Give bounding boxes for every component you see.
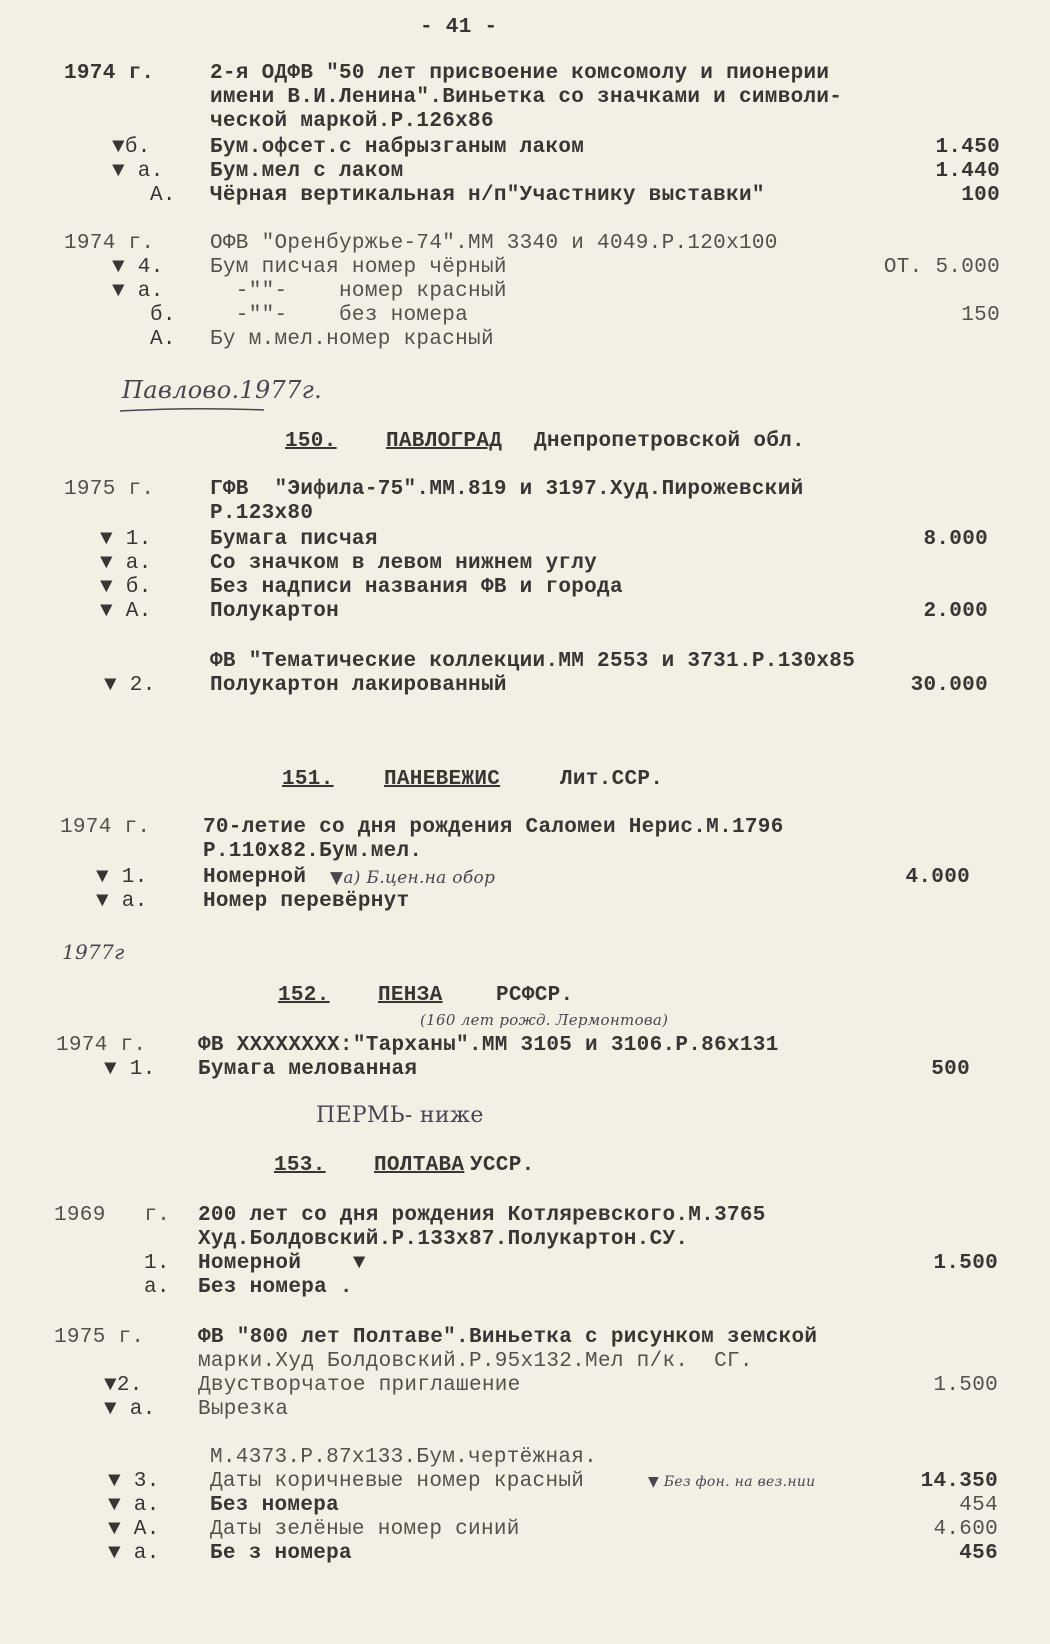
- section-number: 151.: [282, 768, 334, 791]
- section-region: УССР.: [470, 1154, 535, 1177]
- item-mark: ▼ 1.: [96, 866, 148, 889]
- item-text: Бу м.мел.номер красный: [210, 328, 494, 351]
- item-mark: ▼ а.: [112, 160, 164, 183]
- entry-description: марки.Худ Болдовский.Р.95х132.Мел п/к. СГ.: [198, 1350, 753, 1373]
- section-city: ПОЛТАВА: [374, 1154, 465, 1177]
- item-text: Даты коричневые номер красный: [210, 1470, 585, 1493]
- section-number: 152.: [278, 984, 330, 1007]
- item-mark: ▼ а.: [104, 1398, 156, 1421]
- year: 1974 г.: [60, 816, 151, 839]
- item-quantity: ОТ. 5.000: [883, 256, 1000, 279]
- year: 1974 г.: [56, 1034, 147, 1057]
- entry-description: Худ.Болдовский.Р.133х87.Полукартон.СУ.: [198, 1228, 689, 1251]
- entry-description: ческой маркой.Р.126х86: [210, 110, 494, 133]
- page-number: - 41 -: [420, 16, 498, 39]
- item-quantity: 500: [931, 1058, 970, 1081]
- item-mark: ▼2.: [104, 1374, 143, 1397]
- item-mark: А.: [150, 184, 176, 207]
- item-quantity: 4.000: [905, 866, 970, 889]
- item-quantity: 1.440: [935, 160, 1000, 183]
- item-quantity: 30.000: [910, 674, 988, 697]
- item-quantity: 8.000: [923, 528, 988, 551]
- item-mark: ▼ б.: [100, 576, 152, 599]
- section-city: ПЕНЗА: [378, 984, 443, 1007]
- handwritten-note: Павлово.1977г.: [122, 376, 323, 404]
- year: 1975 г.: [64, 478, 155, 501]
- item-quantity: 150: [961, 304, 1000, 327]
- item-text: Без номера: [210, 1494, 340, 1517]
- item-quantity: 100: [961, 184, 1000, 207]
- item-text: Номерной ▼: [198, 1252, 366, 1275]
- section-city: ПАНЕВЕЖИС: [384, 768, 501, 791]
- year: 1975 г.: [54, 1326, 145, 1349]
- handwritten-note: ▼а) Б.цен.на обор: [330, 868, 496, 888]
- item-quantity: 1.500: [933, 1374, 998, 1397]
- item-mark: ▼ А.: [108, 1518, 160, 1541]
- entry-description: Р.123х80: [210, 502, 314, 525]
- item-quantity: 1.500: [933, 1252, 998, 1275]
- year: 1974 г.: [64, 62, 155, 85]
- item-text: Бе з номера: [210, 1542, 352, 1565]
- item-mark: ▼ а.: [108, 1542, 160, 1565]
- item-text: Бум.мел с лаком: [210, 160, 404, 183]
- item-text: -""- номер красный: [210, 280, 507, 303]
- entry-description: 2-я ОДФВ "50 лет присвоение комсомолу и пионерии: [210, 62, 830, 85]
- entry-description: ФВ "Тематические коллекции.ММ 2553 и 3731.Р.130х85: [210, 650, 856, 673]
- item-mark: 1.: [144, 1252, 170, 1275]
- section-region: Лит.ССР.: [560, 768, 664, 791]
- item-text: Бум.офсет.с набрызганым лаком: [210, 136, 585, 159]
- section-region: РСФСР.: [496, 984, 574, 1007]
- item-mark: ▼ а.: [108, 1494, 160, 1517]
- item-text: Полукартон: [210, 600, 340, 623]
- item-quantity: 2.000: [923, 600, 988, 623]
- handwritten-note: (160 лет рожд. Лермонтова): [420, 1011, 669, 1029]
- entry-description: ФВ ХХХХХХХХ:"Тарханы".ММ 3105 и 3106.Р.86х131: [198, 1034, 779, 1057]
- entry-description: ОФВ "Оренбуржье-74".ММ 3340 и 4049.Р.120х100: [210, 232, 778, 255]
- section-region: Днепропетровской обл.: [534, 430, 805, 453]
- handwritten-underline: [118, 406, 268, 414]
- item-text: Даты зелёные номер синий: [210, 1518, 520, 1541]
- entry-description: ФВ "800 лет Полтаве".Виньетка с рисунком земской: [198, 1326, 818, 1349]
- handwritten-note: 1977г: [62, 940, 125, 964]
- entry-description: 70-летие со дня рождения Саломеи Нерис.М.1796: [203, 816, 784, 839]
- item-text: Бум писчая номер чёрный: [210, 256, 507, 279]
- item-text: Вырезка: [198, 1398, 289, 1421]
- item-quantity: 4.600: [933, 1518, 998, 1541]
- item-mark: ▼б.: [112, 136, 151, 159]
- item-text: Без номера .: [198, 1276, 353, 1299]
- section-number: 153.: [274, 1154, 326, 1177]
- year: 1969 г.: [54, 1204, 171, 1227]
- year: 1974 г.: [64, 232, 155, 255]
- item-text: Без надписи названия ФВ и города: [210, 576, 623, 599]
- item-mark: ▼ 1.: [100, 528, 152, 551]
- item-mark: ▼ А.: [100, 600, 152, 623]
- item-mark: а.: [144, 1276, 170, 1299]
- item-text: Полукартон лакированный: [210, 674, 507, 697]
- item-quantity: 1.450: [935, 136, 1000, 159]
- entry-description: имени В.И.Ленина".Виньетка со значками и символи-: [210, 86, 843, 109]
- item-quantity: 454: [959, 1494, 998, 1517]
- item-mark: ▼ 1.: [104, 1058, 156, 1081]
- item-text: Двустворчатое приглашение: [198, 1374, 521, 1397]
- item-mark: ▼ 2.: [104, 674, 156, 697]
- item-text: Номер перевёрнут: [203, 890, 410, 913]
- item-mark: ▼ 4.: [112, 256, 164, 279]
- item-text: -""- без номера: [210, 304, 469, 327]
- handwritten-note: ПЕРМЬ- ниже: [316, 1103, 484, 1128]
- entry-description: ГФВ "Эифила-75".ММ.819 и 3197.Худ.Пирожевский: [210, 478, 804, 501]
- item-mark: ▼ а.: [100, 552, 152, 575]
- handwritten-note: ▼ Без фон. на вез.нии: [648, 1474, 816, 1490]
- item-text: Чёрная вертикальная н/п"Участнику выставки": [210, 184, 765, 207]
- section-number: 150.: [285, 430, 337, 453]
- item-quantity: 14.350: [920, 1470, 998, 1493]
- item-mark: А.: [150, 328, 176, 351]
- item-mark: б.: [150, 304, 176, 327]
- entry-description: М.4373.Р.87х133.Бум.чертёжная.: [210, 1446, 598, 1469]
- entry-description: 200 лет со дня рождения Котляревского.М.3765: [198, 1204, 766, 1227]
- entry-description: Р.110х82.Бум.мел.: [203, 840, 423, 863]
- item-mark: ▼ а.: [112, 280, 164, 303]
- section-city: ПАВЛОГРАД: [386, 430, 503, 453]
- item-quantity: 456: [959, 1542, 998, 1565]
- item-mark: ▼ 3.: [108, 1470, 160, 1493]
- item-mark: ▼ а.: [96, 890, 148, 913]
- item-text: Со значком в левом нижнем углу: [210, 552, 598, 575]
- item-text: Бумага писчая: [210, 528, 378, 551]
- item-text: Бумага мелованная: [198, 1058, 418, 1081]
- item-text: Номерной: [203, 866, 307, 889]
